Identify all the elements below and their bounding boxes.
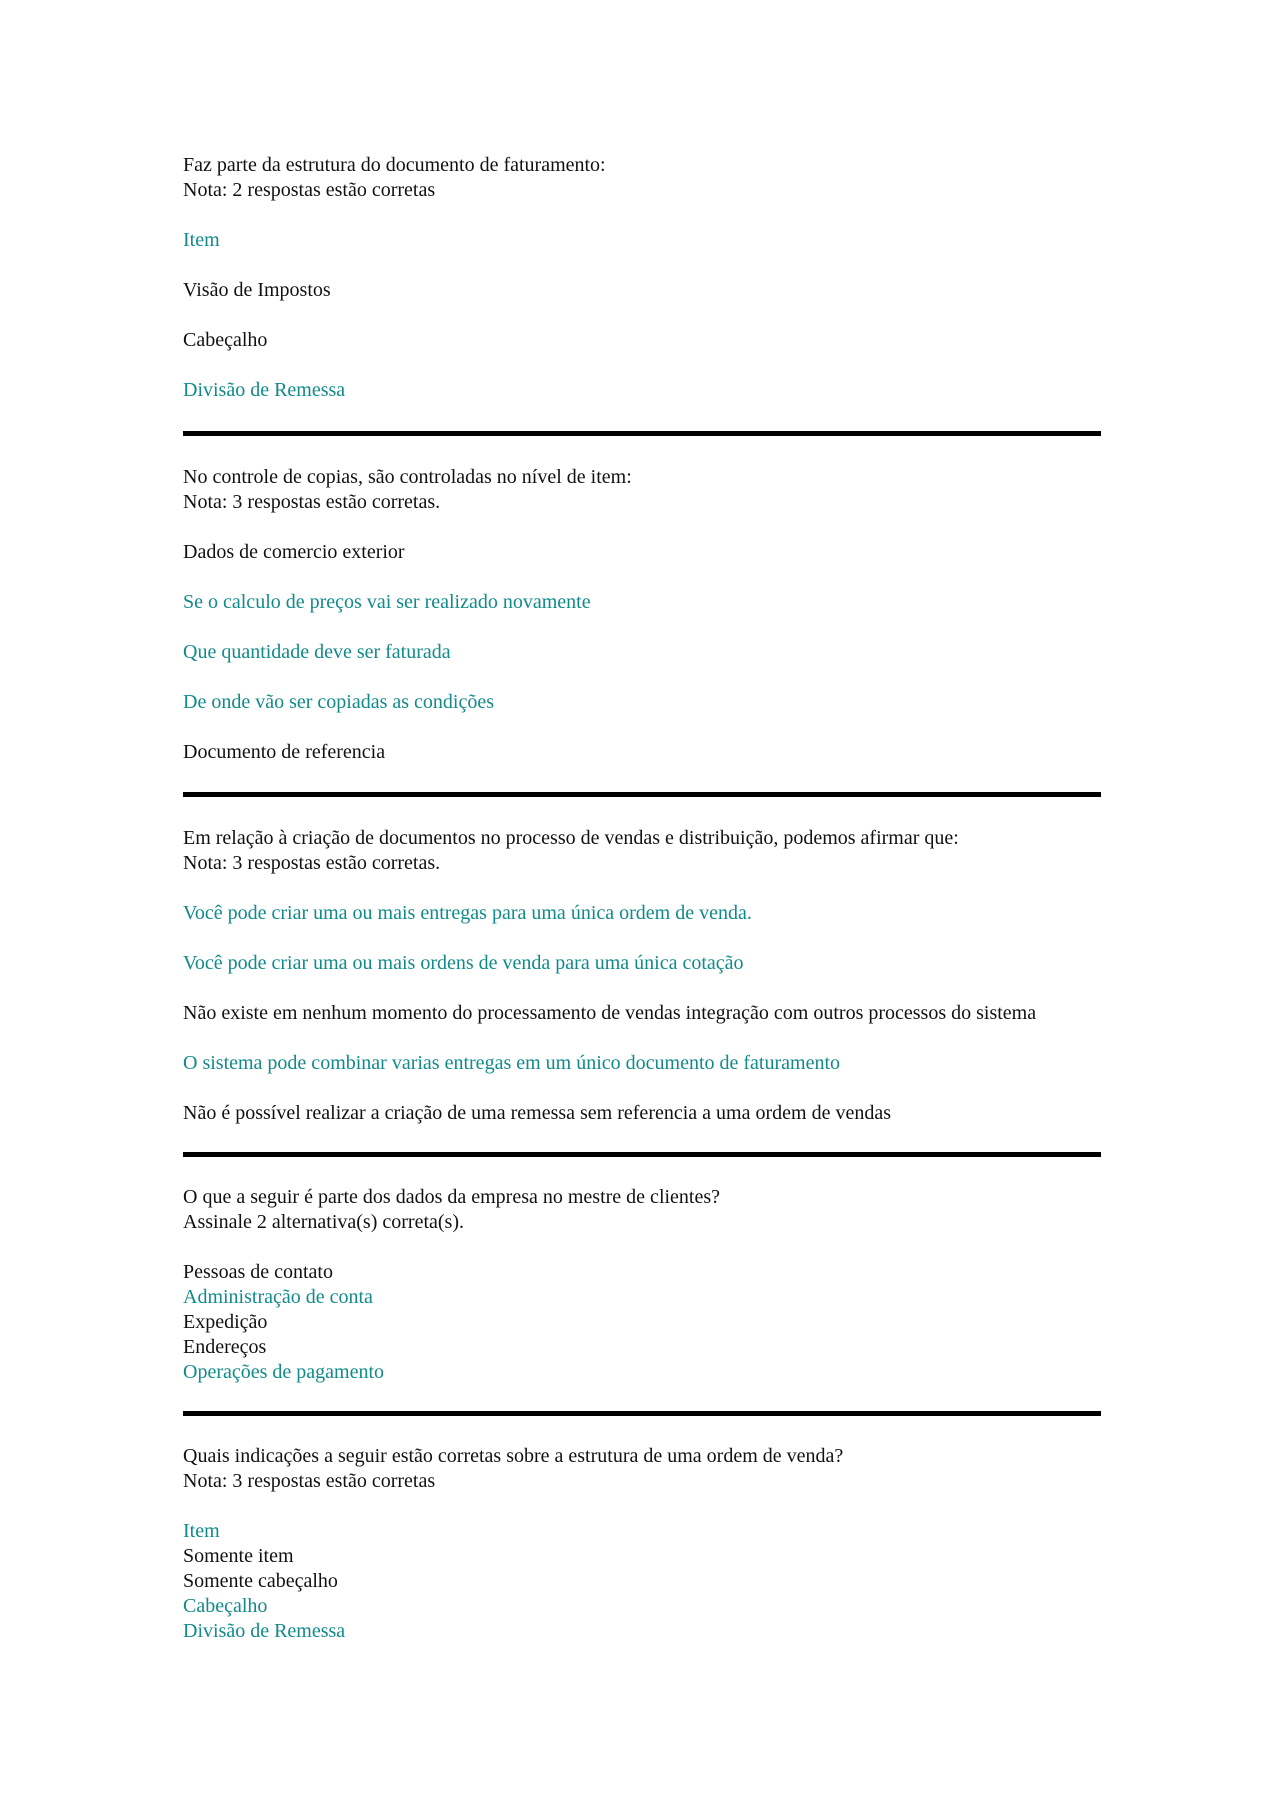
option-correct: Você pode criar uma ou mais ordens de venda para uma única cotação [183,952,744,974]
option-correct: Item [183,1520,220,1542]
question-text: Faz parte da estrutura do documento de faturamento: [183,154,606,176]
question-4 [183,1185,1103,1385]
question-note: Nota: 2 respostas estão corretas [183,179,436,201]
option-correct: Operações de pagamento [183,1361,385,1383]
question-note: Nota: 3 respostas estão corretas. [183,852,441,874]
option-correct: Divisão de Remessa [183,379,346,401]
option: Expedição [183,1311,268,1333]
options-list [183,901,1103,1126]
document-page [183,153,1103,1644]
option: Cabeçalho [183,329,268,351]
option: Somente item [183,1545,294,1567]
question-text: O que a seguir é parte dos dados da empresa no mestre de clientes? [183,1186,721,1208]
options-list [183,1519,1103,1644]
option-correct: De onde vão ser copiadas as condições [183,691,494,713]
option-correct: Você pode criar uma ou mais entregas para uma única ordem de venda. [183,902,752,924]
options-list [183,228,1103,403]
question-1 [183,153,1103,403]
option-correct: Administração de conta [183,1286,373,1308]
question-text: Em relação à criação de documentos no processo de vendas e distribuição, podemos afirmar que: [183,827,959,849]
question-text: No controle de copias, são controladas no nível de item: [183,466,632,488]
question-2 [183,465,1103,765]
options-list [183,1260,1103,1385]
question-5 [183,1444,1103,1644]
option-correct: Cabeçalho [183,1595,268,1617]
option-correct: Se o calculo de preços vai ser realizado novamente [183,591,591,613]
option: Dados de comercio exterior [183,541,405,563]
section-divider [183,1411,1101,1416]
question-3 [183,826,1103,1126]
options-list [183,540,1103,765]
option-correct: O sistema pode combinar varias entregas em um único documento de faturamento [183,1052,841,1074]
option-correct: Divisão de Remessa [183,1620,346,1642]
option: Não é possível realizar a criação de uma remessa sem referencia a uma ordem de vendas [183,1102,891,1124]
question-text: Quais indicações a seguir estão corretas sobre a estrutura de uma ordem de venda? [183,1445,844,1467]
option: Não existe em nenhum momento do processamento de vendas integração com outros processos do sistema [183,1002,1037,1024]
option: Endereços [183,1336,267,1358]
question-note: Assinale 2 alternativa(s) correta(s). [183,1211,464,1233]
question-note: Nota: 3 respostas estão corretas. [183,491,441,513]
option-correct: Que quantidade deve ser faturada [183,641,451,663]
question-note: Nota: 3 respostas estão corretas [183,1470,436,1492]
section-divider [183,431,1101,436]
option: Somente cabeçalho [183,1570,338,1592]
option: Pessoas de contato [183,1261,333,1283]
option-correct: Item [183,229,220,251]
option: Visão de Impostos [183,279,331,301]
section-divider [183,1152,1101,1157]
section-divider [183,792,1101,797]
option: Documento de referencia [183,741,386,763]
